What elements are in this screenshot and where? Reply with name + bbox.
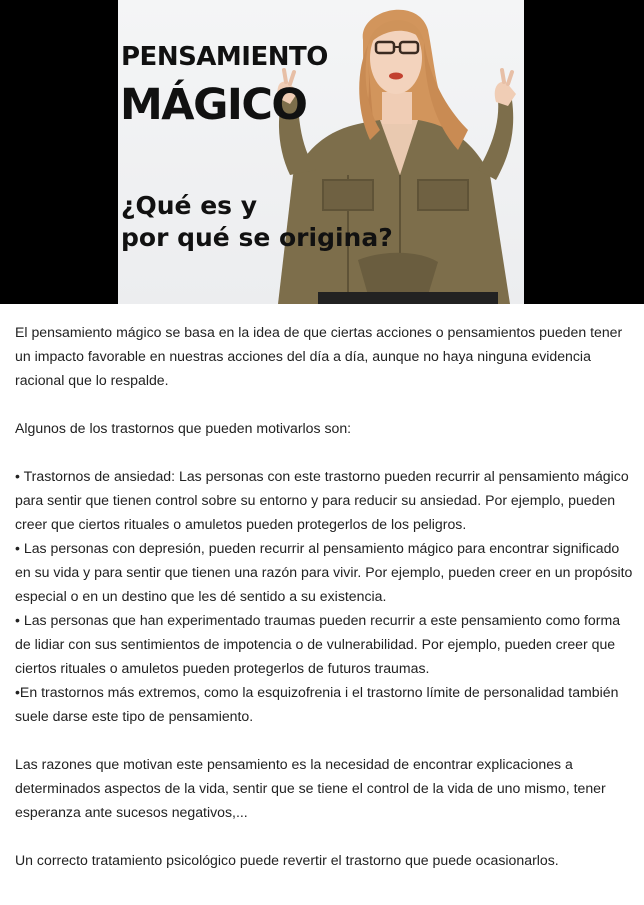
reasons-paragraph: Las razones que motivan este pensamiento es la necesidad de encontrar explicaciones a determinados aspectos de la vida, sentir que se tiene el control de la vida de uno mismo, tener esperanza ante sucesos negativos,... — [15, 756, 606, 820]
hero-image — [118, 0, 524, 304]
hero-banner — [0, 0, 644, 304]
bullet-trauma: • Las personas que han experimentado traumas pueden recurrir a este pensamiento como forma de lidiar con sus sentimientos de impotencia o de vulnerabilidad. Por ejemplo, pueden creer que ciertos rituales o amuletos pueden protegerlos de futuros traumas. — [15, 612, 621, 676]
article-body — [15, 320, 635, 872]
hero-subtitle — [121, 190, 393, 254]
bullet-depression: • Las personas con depresión, pueden recurrir al pensamiento mágico para encontrar significado en su vida y para sentir que tienen una razón para vivir. Por ejemplo, pueden creer en un propósito especial o en un destino que les dé sentido a su existencia. — [15, 540, 633, 604]
closing-paragraph: Un correcto tratamiento psicológico puede revertir el trastorno que puede ocasionarlos. — [15, 852, 559, 868]
lead-paragraph: Algunos de los trastornos que pueden motivarlos son: — [15, 420, 352, 436]
hero-title-line-1: PENSAMIENTO — [121, 42, 328, 72]
intro-paragraph: El pensamiento mágico se basa en la idea de que ciertas acciones o pensamientos pueden tener un impacto favorable en nuestras acciones del día a día, aunque no haya ninguna evidencia racional que lo respalde. — [15, 324, 623, 388]
bullet-extreme-disorders: •En trastornos más extremos, como la esquizofrenia i el trastorno límite de personalidad también suele darse este tipo de pensamiento. — [15, 684, 619, 724]
hero-subtitle-line-1: ¿Qué es y — [121, 191, 258, 220]
bullet-anxiety: • Trastornos de ansiedad: Las personas con este trastorno pueden recurrir al pensamiento mágico para sentir que tienen control sobre su entorno y para reducir su ansiedad. Por ejemplo, pueden creer que ciertos rituales o amuletos pueden protegerlos de los peligros. — [15, 468, 629, 532]
hero-subtitle-line-2: por qué se origina? — [121, 223, 393, 252]
hero-title-line-2: MÁGICO — [120, 80, 307, 130]
